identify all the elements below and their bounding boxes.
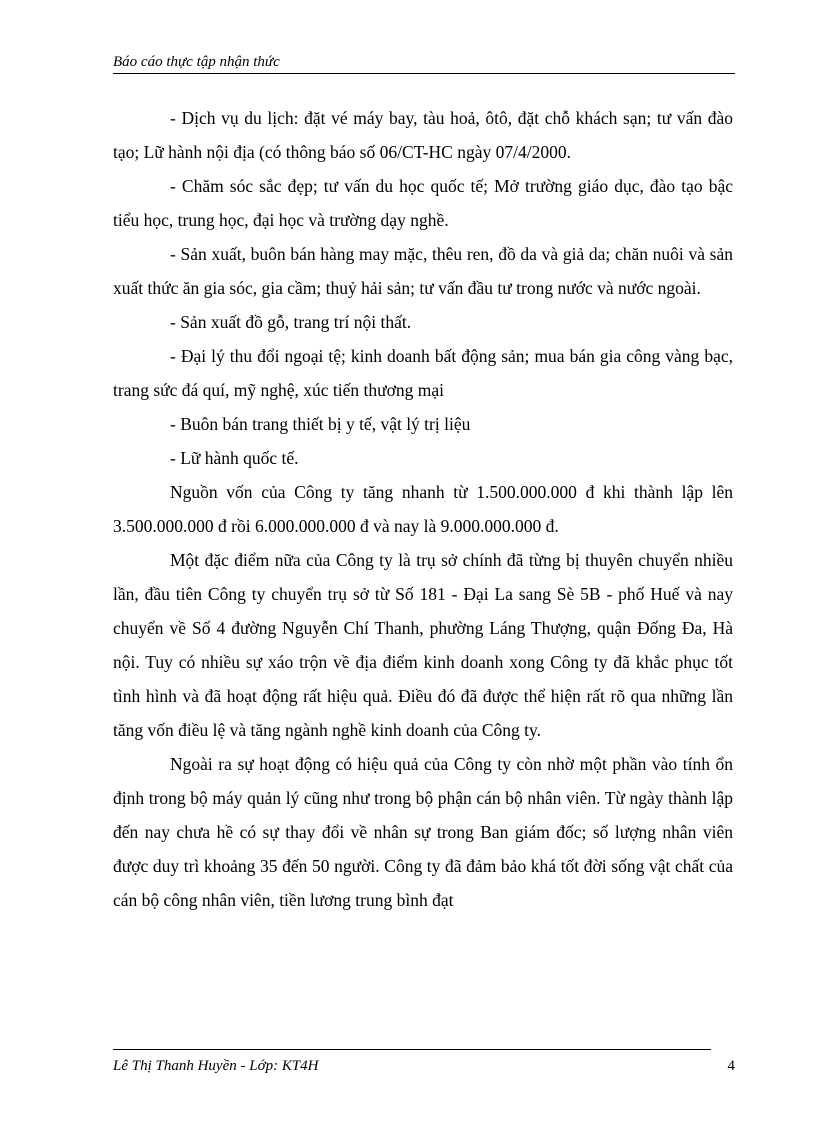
header-title: Báo cáo thực tập nhận thức xyxy=(113,54,280,70)
document-body xyxy=(113,101,733,917)
paragraph-stability: Ngoài ra sự hoạt động có hiệu quả của Công ty còn nhờ một phần vào tính ổn định trong bộ máy quản lý cũng như trong bộ phận cán bộ nhân viên. Từ ngày thành lập đến nay chưa hề có sự thay đổi về nhân sự trong Ban giám đốc; số lượng nhân viên được duy trì khoảng 35 đến 50 người. Công ty đã đảm bảo khá tốt đời sống vật chất của cán bộ công nhân viên, tiền lương trung bình đạt xyxy=(113,754,733,910)
paragraph-beauty-education: - Chăm sóc sắc đẹp; tư vấn du học quốc tế; Mở trường giáo dục, đào tạo bậc tiểu học, trung học, đại học và trường dạy nghề. xyxy=(113,176,733,230)
paragraph-currency-exchange: - Đại lý thu đổi ngoại tệ; kinh doanh bất động sản; mua bán gia công vàng bạc, trang sức đá quí, mỹ nghệ, xúc tiến thương mại xyxy=(113,346,733,400)
page-header xyxy=(113,52,735,74)
paragraph-international-travel: - Lữ hành quốc tế. xyxy=(170,448,299,468)
paragraph-headquarters: Một đặc điểm nữa của Công ty là trụ sở chính đã từng bị thuyên chuyển nhiều lần, đầu tiên Công ty chuyển trụ sở từ Số 181 - Đại La sang Sè 5B - phố Huế và nay chuyển về Số 4 đường Nguyễn Chí Thanh, phường Láng Thượng, quận Đống Đa, Hà nội. Tuy có nhiều sự xáo trộn về địa điểm kinh doanh xong Công ty đã khắc phục tốt tình hình và đã hoạt động rất hiệu quả. Điều đó đã được thể hiện rất rõ qua những lần tăng vốn điều lệ và tăng ngành nghề kinh doanh của Công ty. xyxy=(113,550,733,740)
page-number: 4 xyxy=(727,1058,735,1074)
paragraph-capital: Nguồn vốn của Công ty tăng nhanh từ 1.500.000.000 đ khi thành lập lên 3.500.000.000 đ rồi 6.000.000.000 đ và nay là 9.000.000.000 đ. xyxy=(113,482,733,536)
page-footer xyxy=(113,1056,735,1076)
footer-author: Lê Thị Thanh Huyền - Lớp: KT4H xyxy=(113,1058,319,1074)
footer-divider xyxy=(113,1049,711,1050)
paragraph-travel-services: - Dịch vụ du lịch: đặt vé máy bay, tàu hoả, ôtô, đặt chỗ khách sạn; tư vấn đào tạo; Lữ hành nội địa (có thông báo số 06/CT-HC ngày 07/4/2000. xyxy=(113,108,733,162)
paragraph-medical-equipment: - Buôn bán trang thiết bị y tế, vật lý trị liệu xyxy=(170,414,471,434)
paragraph-garment-production: - Sản xuất, buôn bán hàng may mặc, thêu ren, đồ da và giả da; chăn nuôi và sản xuất thức ăn gia sóc, gia cầm; thuỷ hải sản; tư vấn đầu tư trong nước và nước ngoài. xyxy=(113,244,733,298)
paragraph-furniture: - Sản xuất đồ gỗ, trang trí nội thất. xyxy=(170,312,412,332)
